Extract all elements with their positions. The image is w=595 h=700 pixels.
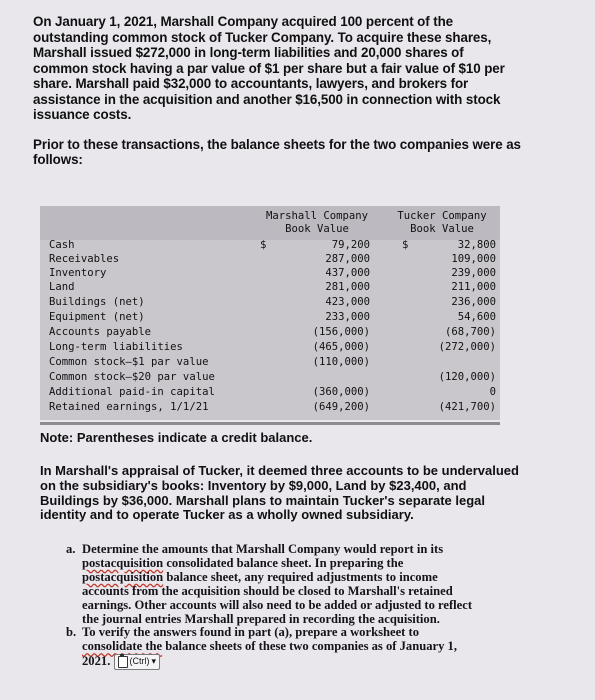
tucker-column-header xyxy=(384,210,500,236)
table-row xyxy=(40,266,500,280)
req-line: balance sheets of these two companies as of January 1, xyxy=(162,639,457,654)
row-label: Equipment (net) xyxy=(49,311,145,323)
intro-line: share. Marshall paid $32,000 to accountants, lawyers, and brokers for xyxy=(33,76,469,91)
table-row xyxy=(40,370,500,384)
table-row xyxy=(40,280,500,294)
appraisal-line: In Marshall's appraisal of Tucker, it deemed three accounts to be undervalued xyxy=(40,463,519,478)
marshall-column-header xyxy=(254,210,380,236)
marshall-value: (649,200) xyxy=(312,401,370,413)
row-label: Land xyxy=(49,281,75,293)
tucker-value: 54,600 xyxy=(457,311,496,323)
problem-intro xyxy=(33,14,563,168)
tucker-value: 0 xyxy=(489,386,496,398)
marshall-value: 79,200 xyxy=(331,239,370,251)
spellcheck-word[interactable]: postacquisition xyxy=(82,569,164,584)
marshall-header-line2: Book Value xyxy=(285,223,349,235)
requirement-b xyxy=(66,626,536,670)
appraisal-line: Buildings by $36,000. Marshall plans to maintain Tucker's separate legal xyxy=(40,492,486,508)
marshall-value: 423,000 xyxy=(325,296,370,308)
tucker-value: 211,000 xyxy=(451,281,496,293)
req-line: earnings. Other accounts will also need to be added or adjusted to reflect xyxy=(82,597,473,612)
row-label: Accounts payable xyxy=(49,326,152,338)
prior-paragraph xyxy=(33,137,563,168)
req-line: consolidated balance sheet. In preparing the xyxy=(163,555,404,570)
intro-line: On January 1, 2021, Marshall Company acquired 100 percent of the xyxy=(33,14,454,29)
tucker-value: (421,700) xyxy=(438,401,496,413)
req-line: balance sheet, any required adjustments to income xyxy=(163,569,438,584)
marshall-value: 437,000 xyxy=(325,267,370,279)
marshall-value: (360,000) xyxy=(312,386,370,398)
marshall-value: 287,000 xyxy=(325,253,370,265)
chevron-down-icon: ▾ xyxy=(151,656,157,667)
intro-line: common stock having a par value of $1 per share but a fair value of $10 per xyxy=(33,60,505,76)
row-label: Common stock—$1 par value xyxy=(49,356,209,368)
marshall-value: (110,000) xyxy=(312,356,370,368)
req-line: the journal entries Marshall prepared in recording the acquisition. xyxy=(82,611,440,626)
appraisal-line: on the subsidiary's books: Inventory by $9,000, Land by $23,400, and xyxy=(40,477,467,493)
tucker-value: 239,000 xyxy=(451,267,496,279)
table-bottom-rule xyxy=(40,422,500,425)
req-line: 2021. xyxy=(82,654,111,669)
row-label: Inventory xyxy=(49,267,107,279)
marshall-header-line1: Marshall Company xyxy=(265,210,369,222)
table-row xyxy=(40,400,500,414)
tucker-value: (272,000) xyxy=(438,341,496,353)
row-label: Long-term liabilities xyxy=(49,341,183,353)
clipboard-icon xyxy=(118,656,128,668)
requirements-list xyxy=(66,543,536,670)
tucker-currency: $ xyxy=(402,239,409,251)
row-label: Receivables xyxy=(49,253,120,265)
req-line: accounts from the acquisition should be closed to Marshall's retained xyxy=(82,583,453,598)
appraisal-paragraph xyxy=(40,464,560,523)
spellcheck-word[interactable]: postacquisition xyxy=(82,555,164,570)
table-row xyxy=(40,340,500,354)
table-row xyxy=(40,355,500,369)
row-label: Retained earnings, 1/1/21 xyxy=(49,401,209,413)
req-line: To verify the answers found in part (a), prepare a worksheet to xyxy=(82,625,419,640)
balance-sheet-table xyxy=(40,206,500,420)
tucker-value: (120,000) xyxy=(438,371,496,383)
requirement-a-tag: a. xyxy=(66,542,76,556)
prior-line: follows: xyxy=(33,152,83,167)
table-row xyxy=(40,295,500,309)
prior-line: Prior to these transactions, the balance sheets for the two companies were as xyxy=(33,136,521,152)
marshall-value: 281,000 xyxy=(325,281,370,293)
row-label: Cash xyxy=(49,239,75,251)
spellcheck-word[interactable]: consolidate the xyxy=(82,639,163,654)
intro-line: Marshall issued $272,000 in long-term liabilities and 20,000 shares of xyxy=(33,45,464,60)
table-row xyxy=(40,252,500,266)
tucker-value: (68,700) xyxy=(444,326,496,338)
tucker-header-line2: Book Value xyxy=(410,223,474,235)
intro-line: issuance costs. xyxy=(33,107,132,122)
tucker-value: 236,000 xyxy=(451,296,496,308)
intro-line: assistance in the acquisition and another $16,500 in connection with stock xyxy=(33,91,501,107)
requirement-b-tag: b. xyxy=(66,625,77,640)
requirement-a xyxy=(66,543,536,626)
appraisal-line: identity and to operate Tucker as a wholly owned subsidiary. xyxy=(40,507,414,523)
intro-paragraph xyxy=(33,14,563,123)
marshall-value: (156,000) xyxy=(312,326,370,338)
marshall-currency: $ xyxy=(260,239,267,251)
tucker-value: 109,000 xyxy=(451,253,496,265)
intro-line: outstanding common stock of Tucker Company. To acquire these shares, xyxy=(33,29,492,45)
tucker-value: 32,800 xyxy=(457,239,496,251)
credit-note: Note: Parentheses indicate a credit balance. xyxy=(40,430,313,445)
paste-options-label: (Ctrl) xyxy=(129,656,150,667)
row-label: Buildings (net) xyxy=(49,296,145,308)
marshall-value: (465,000) xyxy=(312,341,370,353)
table-row xyxy=(40,238,500,252)
row-label: Common stock—$20 par value xyxy=(49,371,215,383)
marshall-value: 233,000 xyxy=(325,311,370,323)
row-label: Additional paid-in capital xyxy=(49,386,215,398)
req-line: Determine the amounts that Marshall Company would report in its xyxy=(82,542,444,556)
table-row xyxy=(40,325,500,339)
table-row xyxy=(40,310,500,324)
tucker-header-line1: Tucker Company xyxy=(397,210,487,222)
table-row xyxy=(40,385,500,399)
paste-options-button[interactable] xyxy=(114,654,161,670)
